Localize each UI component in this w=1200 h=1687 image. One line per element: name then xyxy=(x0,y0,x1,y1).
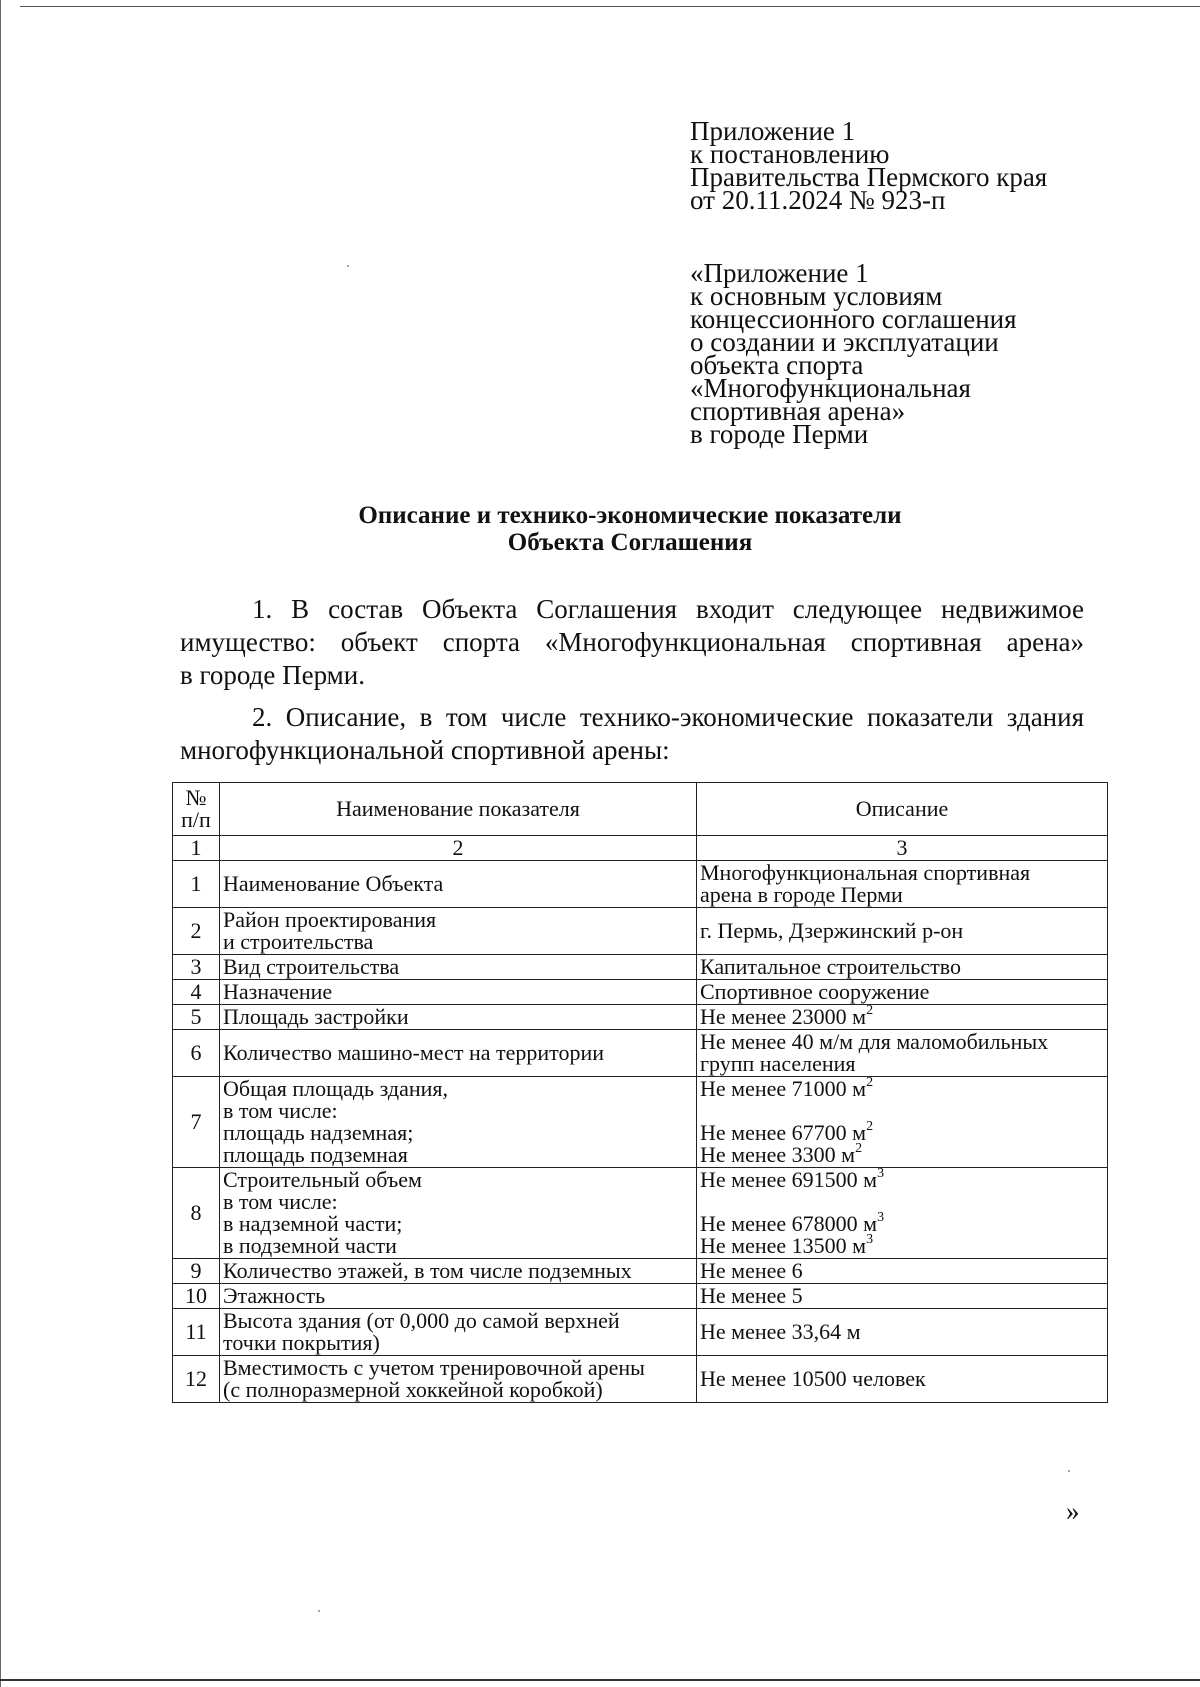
row-indicator-name xyxy=(220,1168,697,1259)
title-line: Описание и технико-экономические показатели xyxy=(358,502,902,529)
description-line xyxy=(700,1100,1104,1122)
indicator-line: Общая площадь здания, xyxy=(223,1076,449,1101)
indicator-line: площадь надземная; xyxy=(223,1120,414,1145)
indicator-line: в том числе: xyxy=(223,1098,338,1123)
table-row xyxy=(173,1259,1108,1284)
header-num: № п/п xyxy=(173,783,220,836)
row-number: 8 xyxy=(173,1168,220,1259)
unit-superscript: 2 xyxy=(866,1118,874,1134)
table-row xyxy=(173,1168,1108,1259)
row-indicator-name xyxy=(220,908,697,955)
description-line xyxy=(700,1053,1104,1075)
row-indicator-name xyxy=(220,1356,697,1403)
appendix-line: к постановлению xyxy=(690,139,890,169)
index-cell: 1 xyxy=(173,836,220,861)
indicator-line: площадь подземная xyxy=(223,1142,408,1167)
description-line xyxy=(700,1118,1104,1145)
row-indicator-name xyxy=(220,955,697,980)
indicator-line: Высота здания (от 0,000 до самой верхней xyxy=(223,1308,620,1333)
row-indicator-name xyxy=(220,1309,697,1356)
row-indicator-name xyxy=(220,1030,697,1077)
scan-speck xyxy=(1068,1470,1070,1472)
description-line xyxy=(700,1074,1104,1101)
scan-edge-left xyxy=(0,0,1,1687)
indicator-line: Количество этажей, в том числе подземных xyxy=(223,1258,632,1283)
unit-superscript: 3 xyxy=(866,1231,874,1247)
paragraph-line: 2. Описание, в том числе технико-экономические показатели здания xyxy=(252,702,1084,732)
row-number: 11 xyxy=(173,1309,220,1356)
row-indicator-name xyxy=(220,980,697,1005)
header-desc: Описание xyxy=(697,783,1108,836)
row-description xyxy=(697,861,1108,908)
description-line xyxy=(700,1260,1104,1282)
row-number: 10 xyxy=(173,1284,220,1309)
description-text: Не менее 691500 м xyxy=(700,1167,878,1192)
description-line xyxy=(700,956,1104,978)
description-line xyxy=(700,981,1104,1003)
paragraph-line: многофункциональной спортивной арены: xyxy=(180,735,670,765)
description-line xyxy=(700,1165,1104,1192)
row-number: 3 xyxy=(173,955,220,980)
table-row xyxy=(173,1005,1108,1030)
description-text: Многофункциональная спортивная xyxy=(700,860,1031,885)
description-text: Не менее 10500 человек xyxy=(700,1366,926,1391)
indicator-line: (с полноразмерной хоккейной коробкой) xyxy=(223,1377,603,1402)
row-description xyxy=(697,1259,1108,1284)
row-description xyxy=(697,1074,1108,1168)
paragraph-line: имущество: объект спорта «Многофункциональная спортивная арена» xyxy=(180,627,1084,657)
row-description xyxy=(697,1030,1108,1077)
description-text: Не менее 67700 м xyxy=(700,1120,867,1145)
table-row xyxy=(173,1030,1108,1077)
appendix-line: от 20.11.2024 № 923-п xyxy=(690,185,946,215)
appendix-line: «Приложение 1 xyxy=(690,258,869,288)
row-indicator-name xyxy=(220,1259,697,1284)
row-indicator-name xyxy=(220,1284,697,1309)
table-row xyxy=(173,908,1108,955)
row-description xyxy=(697,908,1108,955)
table-row xyxy=(173,955,1108,980)
title-line: Объекта Соглашения xyxy=(507,529,753,556)
description-line xyxy=(700,1209,1104,1236)
indicator-line: Наименование Объекта xyxy=(223,871,444,896)
description-line xyxy=(700,884,1104,906)
row-indicator-name xyxy=(220,1077,697,1168)
indicator-line: Площадь застройки xyxy=(223,1004,409,1029)
description-line xyxy=(700,1031,1104,1053)
row-indicator-name xyxy=(220,1005,697,1030)
table-row xyxy=(173,1077,1108,1168)
row-number: 12 xyxy=(173,1356,220,1403)
table-row xyxy=(173,861,1108,908)
column-index-row xyxy=(173,836,1108,861)
indicator-line: точки покрытия) xyxy=(223,1330,380,1355)
row-number: 7 xyxy=(173,1077,220,1168)
description-text: Не менее 6 xyxy=(700,1258,803,1283)
indicator-line: Вместимость с учетом тренировочной арены xyxy=(223,1355,645,1380)
description-line xyxy=(700,1191,1104,1213)
description-line xyxy=(700,862,1104,884)
table-body xyxy=(173,836,1108,1403)
scan-edge-top xyxy=(20,6,1200,7)
specifications-table xyxy=(172,782,1108,1403)
appendix-line: в городе Перми xyxy=(690,419,869,449)
description-text: Не менее 40 м/м для маломобильных xyxy=(700,1029,1049,1054)
description-text: Не менее 3300 м xyxy=(700,1142,856,1167)
closing-quote: » xyxy=(1066,1496,1080,1526)
description-line xyxy=(700,1321,1104,1343)
appendix-line: Приложение 1 xyxy=(690,116,856,146)
table-header-row xyxy=(173,783,1108,836)
indicator-line: в том числе: xyxy=(223,1189,338,1214)
indicator-line: Строительный объем xyxy=(223,1167,422,1192)
description-text: групп населения xyxy=(700,1051,856,1076)
row-number: 1 xyxy=(173,861,220,908)
indicator-line: Этажность xyxy=(223,1283,326,1308)
indicator-line: в подземной части xyxy=(223,1233,397,1258)
unit-superscript: 2 xyxy=(866,1074,874,1090)
description-text: Не менее 33,64 м xyxy=(700,1319,861,1344)
index-cell: 3 xyxy=(697,836,1108,861)
row-description xyxy=(697,1309,1108,1356)
row-number: 4 xyxy=(173,980,220,1005)
paragraph-2 xyxy=(180,701,1084,767)
unit-superscript: 2 xyxy=(866,1002,874,1018)
description-text: г. Пермь, Дзержинский р-он xyxy=(700,918,964,943)
unit-superscript: 3 xyxy=(877,1165,885,1181)
appendix-line: объекта спорта xyxy=(690,350,864,380)
indicator-line: в надземной части; xyxy=(223,1211,403,1236)
scan-edge-bottom xyxy=(0,1679,1200,1681)
table-row xyxy=(173,1284,1108,1309)
row-number: 5 xyxy=(173,1005,220,1030)
description-text: Не менее 71000 м xyxy=(700,1076,867,1101)
header-name: Наименование показателя xyxy=(220,783,697,836)
row-number: 6 xyxy=(173,1030,220,1077)
description-text: Капитальное строительство xyxy=(700,954,961,979)
table-row xyxy=(173,1356,1108,1403)
appendix-line: о создании и эксплуатации xyxy=(690,327,999,357)
row-indicator-name xyxy=(220,861,697,908)
row-description xyxy=(697,1002,1108,1030)
description-line xyxy=(700,1231,1104,1258)
unit-superscript: 2 xyxy=(855,1140,863,1156)
appendix-header xyxy=(690,116,1048,215)
paragraph-line: в городе Перми. xyxy=(180,660,365,690)
row-number: 9 xyxy=(173,1259,220,1284)
paragraph-line: 1. В состав Объекта Соглашения входит следующее недвижимое xyxy=(252,594,1084,624)
description-line xyxy=(700,920,1104,942)
appendix-line: спортивная арена» xyxy=(690,396,906,426)
unit-superscript: 3 xyxy=(877,1209,885,1225)
description-line xyxy=(700,1140,1104,1167)
description-line xyxy=(700,1002,1104,1029)
description-text: Не менее 678000 м xyxy=(700,1211,878,1236)
row-description xyxy=(697,1356,1108,1403)
row-description xyxy=(697,1165,1108,1259)
appendix-line: концессионного соглашения xyxy=(690,304,1017,334)
description-text: арена в городе Перми xyxy=(700,882,903,907)
index-cell: 2 xyxy=(220,836,697,861)
row-number: 2 xyxy=(173,908,220,955)
description-line xyxy=(700,1285,1104,1307)
indicator-line: Район проектирования xyxy=(223,907,437,932)
appendix-line: «Многофункциональная xyxy=(690,373,971,403)
table-row xyxy=(173,1309,1108,1356)
description-line xyxy=(700,1368,1104,1390)
indicator-line: Количество машино-мест на территории xyxy=(223,1040,605,1065)
row-description xyxy=(697,955,1108,980)
scan-speck xyxy=(347,265,349,267)
paragraph-1 xyxy=(180,593,1084,692)
indicator-line: Вид строительства xyxy=(223,954,400,979)
description-text: Не менее 5 xyxy=(700,1283,803,1308)
document-title xyxy=(150,502,1110,556)
table-row xyxy=(173,980,1108,1005)
appendix-line: к основным условиям xyxy=(690,281,943,311)
row-description xyxy=(697,1284,1108,1309)
appendix-subheader xyxy=(690,258,1017,449)
description-text: Не менее 23000 м xyxy=(700,1004,867,1029)
scan-speck xyxy=(318,1610,320,1612)
appendix-line: Правительства Пермского края xyxy=(690,162,1048,192)
indicator-line: и строительства xyxy=(223,929,374,954)
indicator-line: Назначение xyxy=(223,979,333,1004)
description-text: Спортивное сооружение xyxy=(700,979,930,1004)
row-description xyxy=(697,980,1108,1005)
description-text: Не менее 13500 м xyxy=(700,1233,867,1258)
